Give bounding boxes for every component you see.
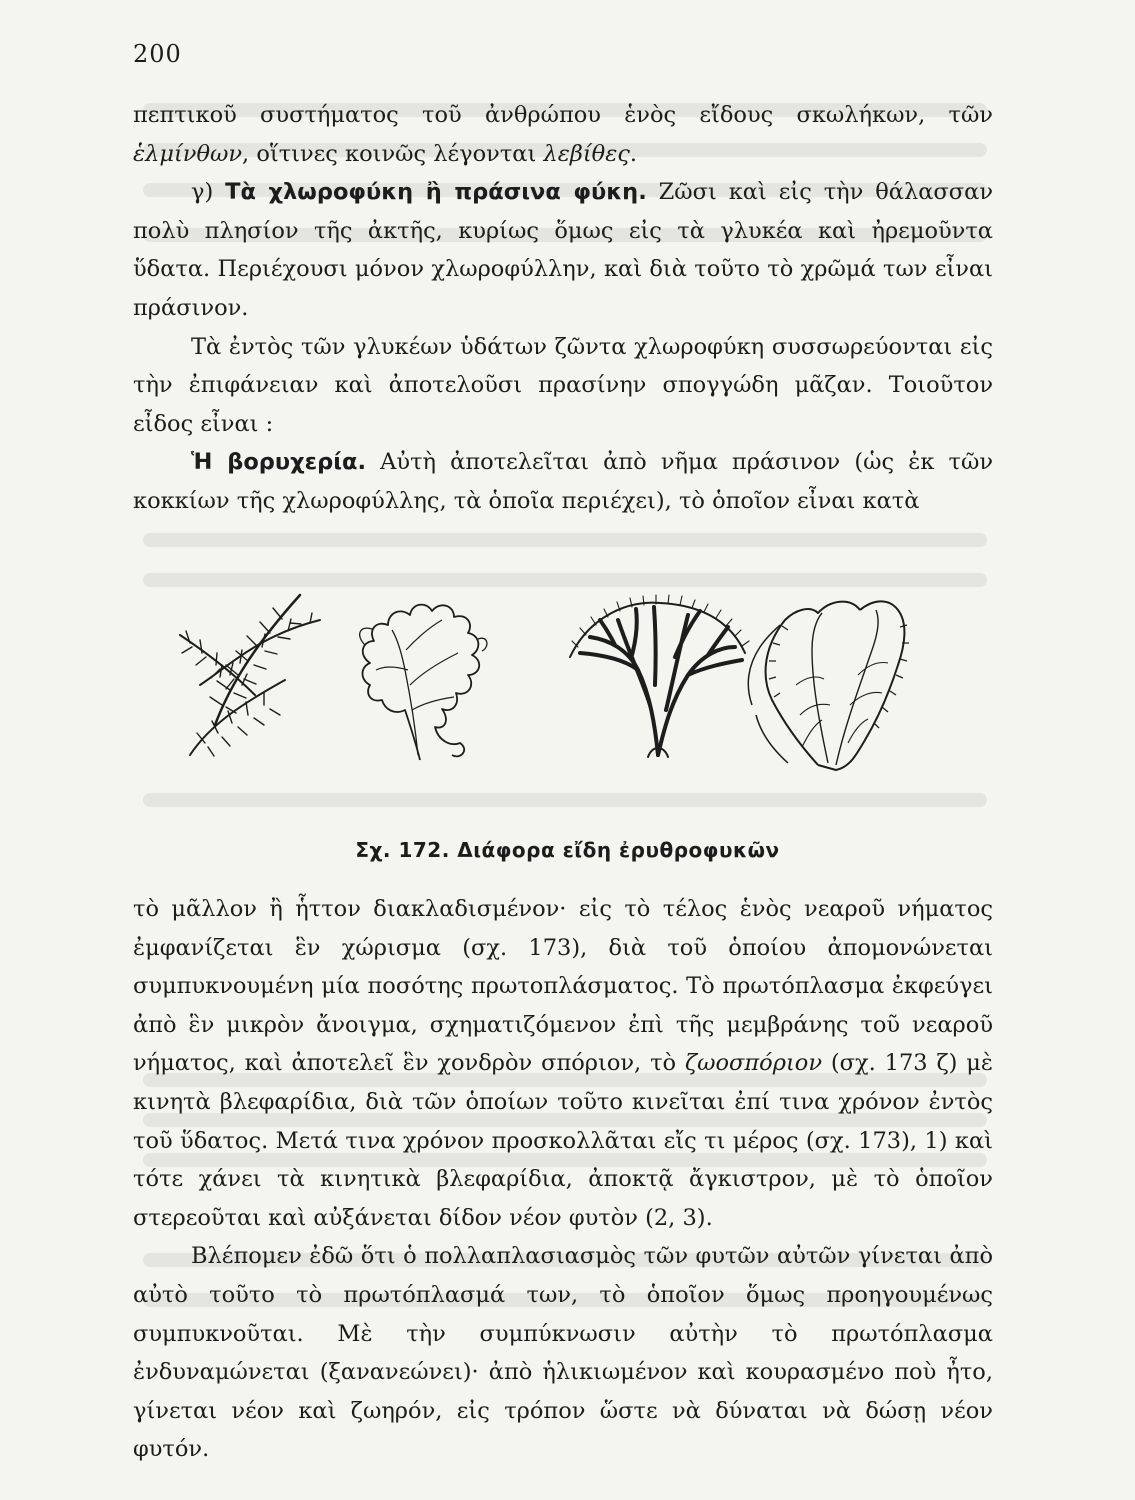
text-run: Βλέπομεν ἐδῶ ὅτι ὁ πολλαπλασιασμὸς τῶν φυτῶν αὐτῶν γίνεται ἀπὸ αὐτὸ τοῦτο τὸ πρωτόπλασμά των, τὸ ὁποῖον ὅμως προηγουμένως συμπυκνοῦται. Μὲ τὴν συμπύκνωσιν αὐτὴν τὸ πρωτόπλασμα ἐνδυναμώνεται (ξανανεώνει)· ἀπὸ ἡλικιωμένον καὶ κουρασμένο ποὺ ἦτο, γίνεται νέον καὶ ζωηρόν, εἰς τρόπον ὥστε νὰ δύναται νὰ δώσῃ νέον φυτόν. [133,1243,993,1463]
algae-illustration [160,575,995,780]
text-run: , οἵτινες κοινῶς λέγονται [242,140,544,167]
paragraph [133,443,993,520]
fan-alga-drawing [570,595,749,757]
text-run: Αὐτὴ ἀποτελεῖται ἀπὸ νῆμα πράσινον (ὡς ἐκ τῶν κοκκίων τῆς χλωροφύλλης, τὰ ὁποῖα περιέχει), τὸ ὁποῖον εἶναι κατὰ [133,449,993,514]
ruffled-alga-drawing [748,601,909,770]
text-run: (σχ. 173 ζ) μὲ κινητὰ βλεφαρίδια, διὰ τῶν ὁποίων τοῦτο κινεῖται ἐπί τινα χρόνον ἐντὸς τοῦ ὕδατος. Μετά τινα χρόνον προσκολλᾶται εἴς τι μέρος (σχ. 173), 1) καὶ τότε χάνει τὰ κινητικὰ βλεφαρίδια, ἀποκτᾷ ἄγκιστρον, μὲ τὸ ὁποῖον στερεοῦται καὶ αὐξάνεται δίδον νέον φυτὸν (2, 3). [133,1050,993,1231]
paragraph [133,890,993,1237]
figure-caption: Σχ. 172. Διάφορα εἴδη ἐρυθροφυκῶν [355,838,780,862]
bold-heading-text: Τὰ χλωροφύκη ἢ πράσινα φύκη. [225,179,647,206]
italic-term: ζωοσπόριον [684,1050,822,1077]
text-run: Τὰ ἐντὸς τῶν γλυκέων ὑδάτων ζῶντα χλωροφύκη συσσωρεύονται εἰς τὴν ἐπιφάνειαν καὶ ἀποτελοῦσι πρασίνην σπογγώδη μᾶζαν. Τοιοῦτον εἶδος εἶναι : [133,333,993,437]
paragraph [133,96,993,173]
paragraph [133,328,993,444]
bold-heading-text: Ἡ βορυχερία. [191,449,367,476]
text-run: . [629,140,638,167]
bottom-text-block [133,890,993,1469]
text-run: Ζῶσι καὶ εἰς τὴν θάλασσαν πολὺ πλησίον τῆς ἀκτῆς, κυρίως ὅμως εἰς τὰ γλυκέα καὶ ἠρεμοῦντα ὕδατα. Περιέχουσι μόνον χλωροφύλλην, καὶ διὰ τοῦτο τὸ χρῶμά των εἶναι πράσινον. [133,179,993,321]
paragraph [133,1237,993,1469]
top-text-block [133,96,993,521]
text-run: τὸ μᾶλλον ἢ ἧττον διακλαδισμένον· εἰς τὸ τέλος ἑνὸς νεαροῦ νήματος ἐμφανίζεται ἓν χώρισμα (σχ. 173), διὰ τοῦ ὁποίου ἀπομονώνεται συμπυκνουμένη μία ποσότης πρωτοπλάσματος. Τὸ πρωτόπλασμα ἐκφεύγει ἀπὸ ἓν μικρὸν ἄνοιγμα, σχηματιζόμενον ἐπὶ τῆς μεμβράνης τοῦ νεαροῦ νήματος, καὶ ἀποτελεῖ ἓν χονδρὸν σπόριον, τὸ [133,896,993,1077]
feathery-alga-drawing [180,595,320,756]
italic-term: λεβίθες [543,140,630,167]
text-run: γ) [191,179,226,206]
red-algae-drawings [160,575,995,780]
lobed-alga-drawing [360,605,487,760]
text-run: πεπτικοῦ συστήματος τοῦ ἀνθρώπου ἑνὸς εἴδους σκωλήκων, τῶν [133,102,993,128]
page-number: 200 [133,40,182,68]
paragraph [133,173,993,327]
italic-term: ἑλμίνθων [133,140,243,167]
